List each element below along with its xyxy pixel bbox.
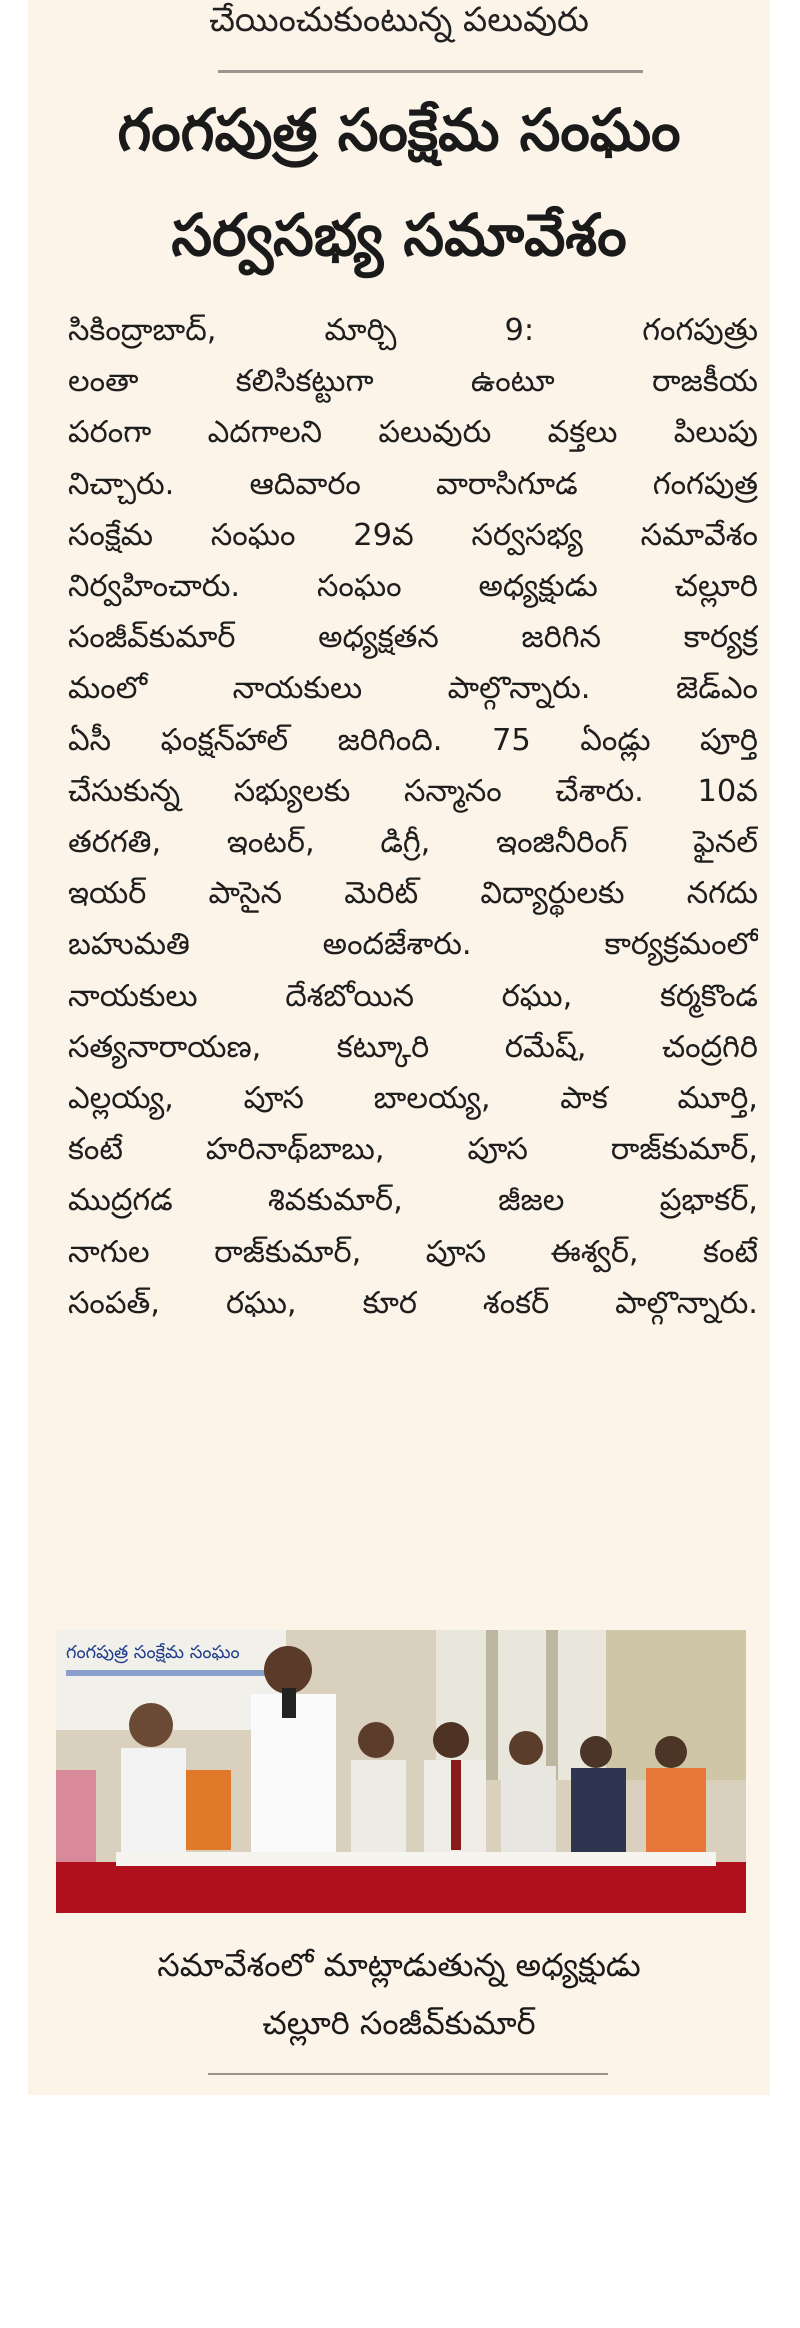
body-line: ఎల్లయ్య, పూస బాలయ్య, పాక మూర్తి, [68, 1081, 758, 1117]
headline-line-2: సర్వసభ్య సమావేశం [171, 201, 627, 269]
body-line: ఏసీ ఫంక్షన్‌హాల్ జరిగింది. 75 ఏండ్లు పూర్తి [68, 722, 758, 758]
top-divider [218, 70, 643, 73]
event-photo [56, 1630, 746, 1913]
body-line: ఇయర్ పాసైన మెరిట్ విద్యార్థులకు నగదు [68, 876, 758, 912]
body-line: తరగతి, ఇంటర్, డిగ్రీ, ఇంజినీరింగ్ ఫైనల్ [68, 825, 758, 861]
photo-caption-line-2: చల్లూరి సంజీవ్‌కుమార్ [262, 2004, 536, 2042]
body-line: పరంగా ఎదగాలని పలువురు వక్తలు పిలుపు [68, 415, 758, 451]
article-body [68, 305, 758, 1329]
body-line: సంజీవ్‌కుమార్ అధ్యక్షతన జరిగిన కార్యక్ర [68, 620, 758, 656]
newspaper-clipping [28, 0, 770, 2095]
headline-line-1: గంగపుత్ర సంక్షేమ సంఘం [117, 96, 681, 164]
body-line: సంక్షేమ సంఘం 29వ సర్వసభ్య సమావేశం [68, 517, 758, 553]
body-line: నాయకులు దేశబోయిన రఘు, కర్మకొండ [68, 978, 758, 1014]
photo-banner-text: గంగపుత్ర సంక్షేమ సంఘం [66, 1642, 240, 1663]
body-line: నిచ్చారు. ఆదివారం వారాసిగూడ గంగపుత్ర [68, 466, 758, 502]
body-line: నాగుల రాజ్‌కుమార్, పూస ఈశ్వర్, కంటే [68, 1234, 758, 1270]
body-line: సత్యనారాయణ, కట్కూరి రమేష్, చంద్రగిరి [68, 1029, 758, 1065]
kicker-text: చేయించుకుంటున్న పలువురు [209, 0, 589, 40]
body-line: మంలో నాయకులు పాల్గొన్నారు. జెడ్ఎం [68, 671, 758, 707]
body-line: బహుమతి అందజేశారు. కార్యక్రమంలో [68, 927, 758, 963]
body-line: సికింద్రాబాద్, మార్చి 9: గంగపుత్రు [68, 313, 758, 348]
body-line: సంపత్, రఘు, కూర శంకర్ పాల్గొన్నారు. [68, 1285, 758, 1321]
body-line: ముద్రగడ శివకుమార్, జీజల ప్రభాకర్, [68, 1183, 758, 1219]
body-line: కంటే హరినాథ్‌బాబు, పూస రాజ్‌కుమార్, [68, 1132, 758, 1168]
body-line: చేసుకున్న సభ్యులకు సన్మానం చేశారు. 10వ [68, 773, 758, 809]
body-line: లంతా కలిసికట్టుగా ఉంటూ రాజకీయ [68, 364, 758, 400]
bottom-divider [208, 2073, 608, 2075]
body-line: నిర్వహించారు. సంఘం అధ్యక్షుడు చల్లూరి [68, 569, 758, 605]
photo-caption-line-1: సమావేశంలో మాట్లాడుతున్న అధ్యక్షుడు [157, 1946, 641, 1984]
